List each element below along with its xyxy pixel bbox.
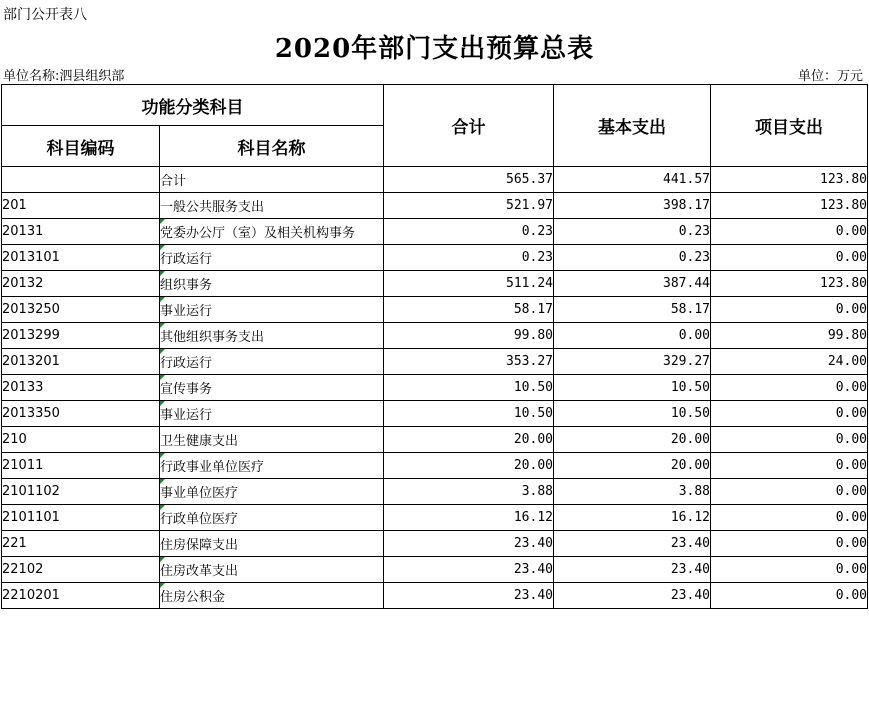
- table-row: [2, 245, 868, 271]
- subject-code-cell: 20132: [2, 271, 160, 297]
- project-expenditure-cell: 99.80: [711, 323, 868, 349]
- project-expenditure-cell: 0.00: [711, 505, 868, 531]
- subject-code-cell: 2101101: [2, 505, 160, 531]
- header-function-category: 功能分类科目: [2, 85, 384, 126]
- subject-name-cell: [160, 375, 384, 401]
- subject-code-cell: 201: [2, 193, 160, 219]
- basic-expenditure-cell: 0.23: [554, 245, 711, 271]
- total-amount-cell: 58.17: [384, 297, 554, 323]
- subject-name-text: 合计: [160, 174, 187, 189]
- project-expenditure-cell: 0.00: [711, 219, 868, 245]
- subject-code-cell: 210: [2, 427, 160, 453]
- project-expenditure-cell: 24.00: [711, 349, 868, 375]
- subject-name-text: 住房保障支出: [160, 538, 239, 553]
- total-amount-cell: 23.40: [384, 531, 554, 557]
- subject-name-cell: [160, 271, 384, 297]
- subject-name-cell: [160, 349, 384, 375]
- table-row: [2, 323, 868, 349]
- basic-expenditure-cell: 387.44: [554, 271, 711, 297]
- basic-expenditure-cell: 58.17: [554, 297, 711, 323]
- subject-code-cell: 2013201: [2, 349, 160, 375]
- project-expenditure-cell: 123.80: [711, 271, 868, 297]
- subject-name-cell: [160, 401, 384, 427]
- subject-name-cell: [160, 479, 384, 505]
- basic-expenditure-cell: 0.00: [554, 323, 711, 349]
- subject-name-text: 行政运行: [160, 252, 213, 267]
- project-expenditure-cell: 0.00: [711, 297, 868, 323]
- table-row: [2, 531, 868, 557]
- project-expenditure-cell: 123.80: [711, 193, 868, 219]
- cell-comment-marker-icon: [160, 583, 165, 588]
- budget-table: [1, 84, 868, 609]
- total-amount-cell: 353.27: [384, 349, 554, 375]
- table-row: [2, 505, 868, 531]
- header-row-top: [2, 85, 868, 126]
- subject-name-cell: [160, 297, 384, 323]
- header-subject-name: 科目名称: [160, 126, 384, 167]
- subject-code-cell: 2013250: [2, 297, 160, 323]
- subject-name-cell: [160, 505, 384, 531]
- cell-comment-marker-icon: [160, 375, 165, 380]
- subject-name-cell: [160, 219, 384, 245]
- subject-name-text: 行政事业单位医疗: [160, 460, 265, 475]
- total-amount-cell: 20.00: [384, 453, 554, 479]
- subject-name-text: 宣传事务: [160, 382, 213, 397]
- subject-code-cell: 21011: [2, 453, 160, 479]
- table-row: [2, 349, 868, 375]
- subject-name-cell: [160, 453, 384, 479]
- total-amount-cell: 511.24: [384, 271, 554, 297]
- basic-expenditure-cell: 398.17: [554, 193, 711, 219]
- subject-code-cell: 2101102: [2, 479, 160, 505]
- project-expenditure-cell: 0.00: [711, 479, 868, 505]
- subject-name-text: 行政运行: [160, 356, 213, 371]
- cell-comment-marker-icon: [160, 245, 165, 250]
- project-expenditure-cell: 0.00: [711, 531, 868, 557]
- table-row: [2, 271, 868, 297]
- cell-comment-marker-icon: [160, 297, 165, 302]
- subject-name-text: 事业运行: [160, 304, 213, 319]
- subject-name-text: 组织事务: [160, 278, 213, 293]
- cell-comment-marker-icon: [160, 505, 165, 510]
- table-row: [2, 193, 868, 219]
- subject-name-text: 行政单位医疗: [160, 512, 239, 527]
- subject-name-cell: [160, 323, 384, 349]
- basic-expenditure-cell: 16.12: [554, 505, 711, 531]
- header-total: 合计: [384, 85, 554, 167]
- subject-code-cell: [2, 167, 160, 193]
- subject-code-cell: 2013101: [2, 245, 160, 271]
- total-amount-cell: 521.97: [384, 193, 554, 219]
- subject-name-text: 事业运行: [160, 408, 213, 423]
- total-amount-cell: 10.50: [384, 375, 554, 401]
- subject-name-text: 其他组织事务支出: [160, 330, 265, 345]
- subject-code-cell: 2013299: [2, 323, 160, 349]
- subject-code-cell: 221: [2, 531, 160, 557]
- basic-expenditure-cell: 23.40: [554, 531, 711, 557]
- subject-code-cell: 2210201: [2, 583, 160, 609]
- subject-code-cell: 20133: [2, 375, 160, 401]
- basic-expenditure-cell: 20.00: [554, 453, 711, 479]
- table-row: [2, 479, 868, 505]
- currency-unit-label: 单位：万元: [797, 69, 863, 84]
- table-row: [2, 297, 868, 323]
- table-row: [2, 557, 868, 583]
- subject-name-cell: [160, 245, 384, 271]
- project-expenditure-cell: 0.00: [711, 583, 868, 609]
- subject-name-text: 卫生健康支出: [160, 434, 239, 449]
- header-basic-expenditure: 基本支出: [554, 85, 711, 167]
- subject-name-cell: [160, 531, 384, 557]
- subject-name-cell: [160, 427, 384, 453]
- total-amount-cell: 23.40: [384, 583, 554, 609]
- subject-name-text: 事业单位医疗: [160, 486, 239, 501]
- subject-code-cell: 2013350: [2, 401, 160, 427]
- cell-comment-marker-icon: [160, 479, 165, 484]
- basic-expenditure-cell: 23.40: [554, 583, 711, 609]
- subject-name-cell: [160, 583, 384, 609]
- basic-expenditure-cell: 20.00: [554, 427, 711, 453]
- table-row: [2, 583, 868, 609]
- cell-comment-marker-icon: [160, 557, 165, 562]
- cell-comment-marker-icon: [160, 271, 165, 276]
- subject-name-cell: [160, 557, 384, 583]
- basic-expenditure-cell: 10.50: [554, 401, 711, 427]
- basic-expenditure-cell: 0.23: [554, 219, 711, 245]
- total-amount-cell: 16.12: [384, 505, 554, 531]
- subject-code-cell: 20131: [2, 219, 160, 245]
- header-subject-code: 科目编码: [2, 126, 160, 167]
- cell-comment-marker-icon: [160, 453, 165, 458]
- basic-expenditure-cell: 10.50: [554, 375, 711, 401]
- basic-expenditure-cell: 23.40: [554, 557, 711, 583]
- total-amount-cell: 10.50: [384, 401, 554, 427]
- project-expenditure-cell: 0.00: [711, 427, 868, 453]
- project-expenditure-cell: 123.80: [711, 167, 868, 193]
- total-amount-cell: 99.80: [384, 323, 554, 349]
- total-amount-cell: 23.40: [384, 557, 554, 583]
- subject-name-text: 党委办公厅（室）及相关机构事务: [160, 226, 356, 241]
- project-expenditure-cell: 0.00: [711, 453, 868, 479]
- subject-name-text: 住房改革支出: [160, 564, 239, 579]
- basic-expenditure-cell: 329.27: [554, 349, 711, 375]
- table-row: [2, 427, 868, 453]
- subject-name-cell: [160, 193, 384, 219]
- cell-comment-marker-icon: [160, 219, 165, 224]
- table-row: [2, 453, 868, 479]
- total-amount-cell: 0.23: [384, 245, 554, 271]
- table-number-label: 部门公开表八: [3, 7, 87, 23]
- subject-name-text: 住房公积金: [160, 590, 226, 605]
- table-row: [2, 401, 868, 427]
- cell-comment-marker-icon: [160, 349, 165, 354]
- basic-expenditure-cell: 441.57: [554, 167, 711, 193]
- table-row: [2, 167, 868, 193]
- cell-comment-marker-icon: [160, 401, 165, 406]
- total-amount-cell: 565.37: [384, 167, 554, 193]
- table-row: [2, 219, 868, 245]
- cell-comment-marker-icon: [160, 323, 165, 328]
- total-amount-cell: 3.88: [384, 479, 554, 505]
- total-amount-cell: 0.23: [384, 219, 554, 245]
- project-expenditure-cell: 0.00: [711, 245, 868, 271]
- project-expenditure-cell: 0.00: [711, 557, 868, 583]
- total-amount-cell: 20.00: [384, 427, 554, 453]
- unit-name-label: 单位名称:泗县组织部: [3, 69, 125, 84]
- subject-name-text: 一般公共服务支出: [160, 200, 265, 215]
- page-title: 2020年部门支出预算总表: [274, 34, 595, 64]
- table-row: [2, 375, 868, 401]
- project-expenditure-cell: 0.00: [711, 401, 868, 427]
- project-expenditure-cell: 0.00: [711, 375, 868, 401]
- header-project-expenditure: 项目支出: [711, 85, 868, 167]
- subject-name-cell: [160, 167, 384, 193]
- table-body: [2, 167, 868, 609]
- subject-code-cell: 22102: [2, 557, 160, 583]
- basic-expenditure-cell: 3.88: [554, 479, 711, 505]
